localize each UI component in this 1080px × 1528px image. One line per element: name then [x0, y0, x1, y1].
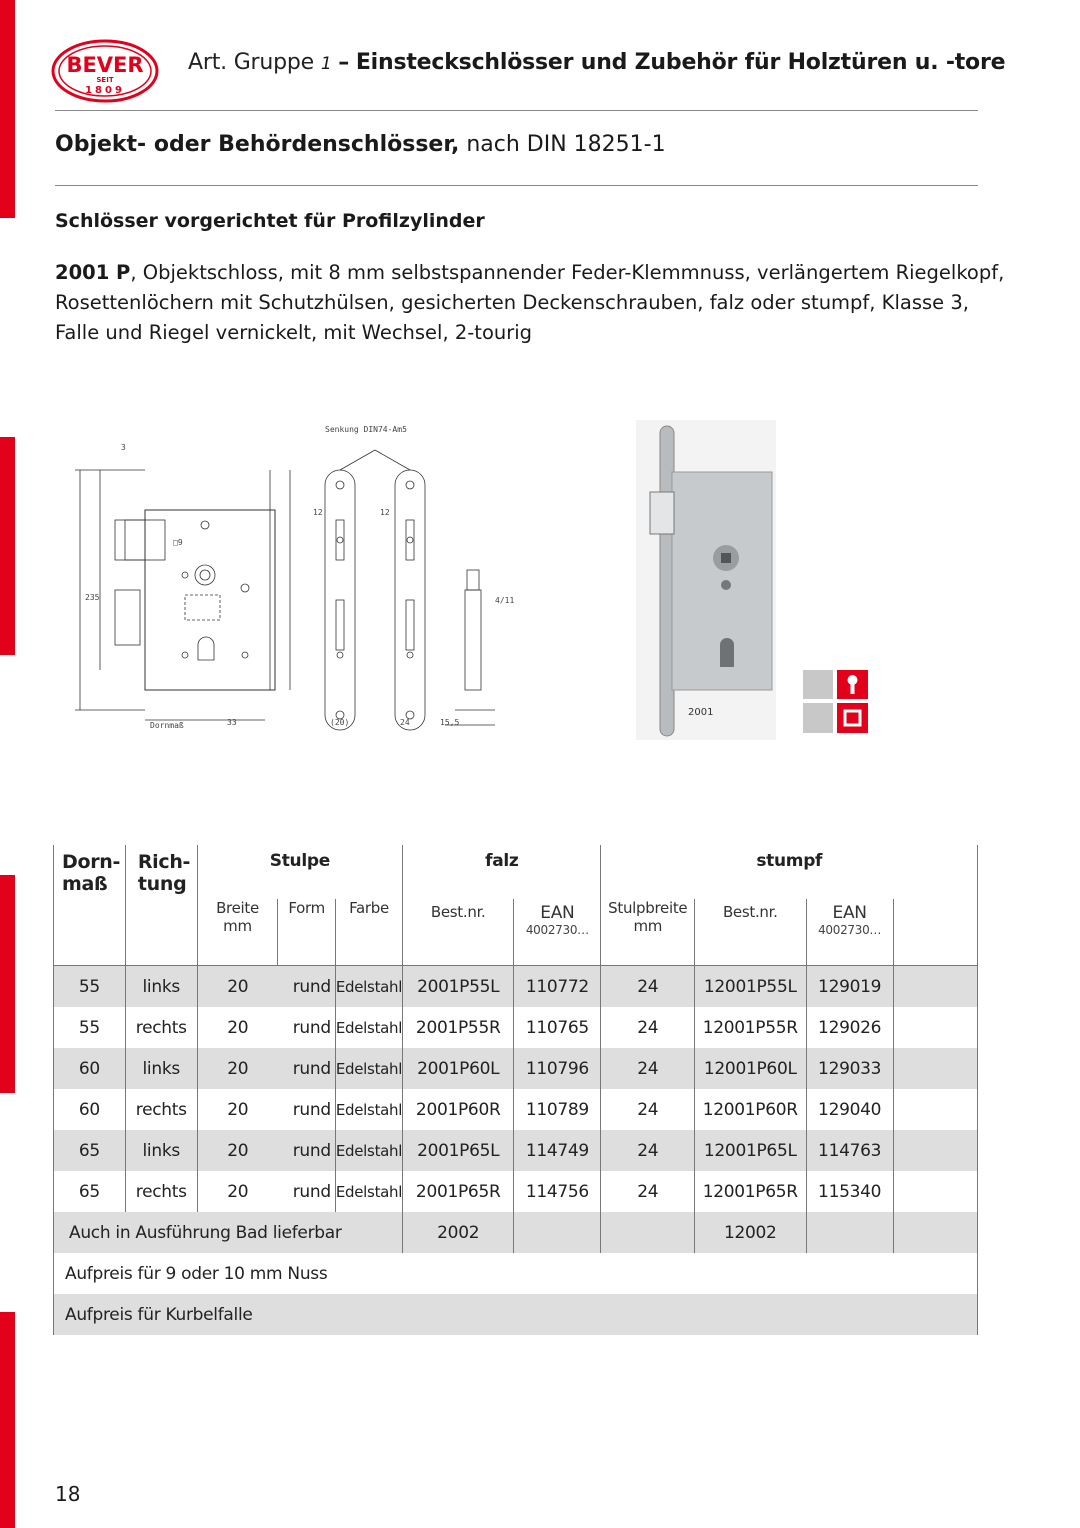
- cell-falz-ean: 110765: [514, 1007, 601, 1048]
- table-row: [54, 1048, 978, 1089]
- table-row-bad: [54, 1212, 978, 1253]
- header-falz-ean-prefix: 4002730…: [525, 923, 589, 937]
- cell-richtung: rechts: [125, 1089, 197, 1130]
- cell-breite: 20: [197, 1048, 278, 1089]
- cell-dorn: 65: [54, 1130, 126, 1171]
- header-falz-ean: EAN: [540, 903, 575, 923]
- dim-label: 12: [380, 508, 390, 517]
- cell-farbe: Edelstahl: [335, 1048, 402, 1089]
- page-header: [188, 50, 1005, 75]
- cell-stulpbreite: 24: [601, 1089, 695, 1130]
- cell-stulpbreite: 24: [601, 1048, 695, 1089]
- cell-form: rund: [278, 1048, 336, 1089]
- cell-stumpf-bestnr: 12001P55R: [695, 1007, 806, 1048]
- cell-falz-bestnr: 2001P60R: [403, 1089, 514, 1130]
- cell-breite: 20: [197, 1007, 278, 1048]
- bad-label: Auch in Ausführung Bad lieferbar: [54, 1212, 403, 1253]
- bever-logo: [50, 38, 160, 104]
- nuss-label: Aufpreis für 9 oder 10 mm Nuss: [54, 1253, 978, 1294]
- cell-form: rund: [278, 1130, 336, 1171]
- cell-form: rund: [292, 1099, 331, 1120]
- header-mm: mm: [223, 917, 252, 935]
- red-side-bar-1: [0, 0, 15, 218]
- square-nut-icon: [837, 703, 868, 733]
- cell-falz-bestnr: 2001P55R: [403, 1007, 514, 1048]
- cell-richtung: links: [125, 1130, 197, 1171]
- table-row-kurbel: [54, 1294, 978, 1335]
- dim-label: 24: [400, 718, 410, 727]
- header-stumpf-bestnr: Best.nr.: [722, 903, 778, 921]
- cell-breite: 20: [197, 1171, 278, 1212]
- cell-breite: 20: [197, 1089, 278, 1130]
- cell-falz-bestnr: 2001P60L: [403, 1048, 514, 1089]
- group-prefix: Art. Gruppe: [188, 50, 315, 75]
- header-richtung-1: Rich-: [137, 851, 191, 873]
- dim-label: 4/11: [495, 596, 515, 605]
- cell-dorn: 60: [54, 1089, 126, 1130]
- cell-stumpf-bestnr: 12001P65R: [695, 1171, 806, 1212]
- dim-label: 33: [227, 718, 237, 727]
- cell-farbe: Edelstahl: [335, 1171, 402, 1212]
- cell-stumpf-bestnr: 12001P65L: [695, 1130, 806, 1171]
- table-row-nuss: [54, 1253, 978, 1294]
- header-stulpe: Stulpe: [197, 845, 403, 899]
- red-side-bar-3: [0, 875, 15, 1093]
- header-breite: Breite: [216, 899, 259, 917]
- cell-dorn: 60: [54, 1048, 126, 1089]
- cell-stumpf-ean: 129019: [806, 966, 893, 1008]
- cell-stumpf-ean: 115340: [806, 1171, 893, 1212]
- photo-caption: 2001: [688, 707, 714, 718]
- header-stulpbreite: Stulpbreite: [608, 899, 688, 917]
- header-falz-bestnr: Best.nr.: [430, 903, 486, 921]
- header-stumpf-ean: EAN: [832, 903, 867, 923]
- cell-farbe: Edelstahl: [335, 966, 402, 1008]
- product-code: 2001 P: [55, 261, 131, 284]
- product-photo: [636, 420, 776, 740]
- header-stumpf: stumpf: [601, 845, 978, 899]
- bad-falz: 2002: [403, 1212, 514, 1253]
- cell-breite: 20: [197, 1130, 278, 1171]
- dim-label: (20): [330, 718, 350, 727]
- product-description: [55, 258, 1015, 348]
- cell-stumpf-bestnr: 12001P60L: [695, 1048, 806, 1089]
- cell-stumpf-ean: 129026: [806, 1007, 893, 1048]
- cell-breite: 20: [197, 966, 278, 1008]
- cell-stumpf-ean: 129040: [806, 1089, 893, 1130]
- dornmass-label: Dornmaß: [150, 721, 184, 730]
- logo-seit: SEIT: [96, 76, 114, 84]
- section-title: Schlösser vorgerichtet für Profilzylinder: [55, 210, 485, 232]
- cell-falz-bestnr: 2001P55L: [403, 966, 514, 1008]
- cell-richtung: links: [125, 1048, 197, 1089]
- keyhole-icon: [837, 670, 868, 699]
- cell-form: rund: [292, 1181, 331, 1202]
- cell-richtung: links: [125, 966, 197, 1008]
- table-row: [54, 1007, 978, 1048]
- cell-dorn: 55: [54, 1007, 126, 1048]
- dim-label: 12: [313, 508, 323, 517]
- cell-farbe: Edelstahl: [335, 1089, 402, 1130]
- subtitle-normal: nach DIN 18251-1: [466, 132, 666, 157]
- cell-stumpf-bestnr: 12001P60R: [695, 1089, 806, 1130]
- table-row: [54, 1171, 978, 1212]
- table-row: [54, 1089, 978, 1130]
- senkung-label: Senkung DIN74-Am5: [325, 425, 407, 434]
- cell-form: rund: [292, 1017, 331, 1038]
- cell-dorn: 65: [54, 1171, 126, 1212]
- header-dornmass-2: maß: [62, 873, 108, 895]
- red-side-bar-4: [0, 1312, 15, 1528]
- dim-label: 3: [121, 443, 126, 452]
- description-line-1: , Objektschloss, mit 8 mm selbstspannender Feder-Klemmnuss, verlängertem Riegelkopf,: [130, 261, 1005, 284]
- subtitle: [55, 132, 666, 157]
- cell-stulpbreite: 24: [601, 966, 695, 1008]
- header-title: Einsteckschlösser und Zubehör für Holztüren u. -tore: [355, 50, 1006, 75]
- technical-drawing: [55, 420, 535, 740]
- cell-falz-ean: 114756: [514, 1171, 601, 1212]
- cell-stumpf-ean: 129033: [806, 1048, 893, 1089]
- page-number: 18: [55, 1482, 81, 1506]
- cell-stulpbreite: 24: [601, 1007, 695, 1048]
- cell-falz-bestnr: 2001P65L: [403, 1130, 514, 1171]
- header-stumpf-ean-prefix: 4002730…: [818, 923, 882, 937]
- cell-falz-ean: 110789: [514, 1089, 601, 1130]
- cell-falz-bestnr: 2001P65R: [403, 1171, 514, 1212]
- cell-richtung: rechts: [125, 1007, 197, 1048]
- description-line-2: Rosettenlöchern mit Schutzhülsen, gesicherten Deckenschrauben, falz oder stumpf, Klasse 3,: [55, 291, 969, 314]
- bad-stumpf: 12002: [695, 1212, 806, 1253]
- product-table: [53, 845, 978, 1335]
- cell-farbe: Edelstahl: [335, 1130, 402, 1171]
- cell-falz-ean: 110796: [514, 1048, 601, 1089]
- table-row: [54, 966, 978, 1008]
- header-farbe: Farbe: [349, 899, 389, 917]
- red-side-bar-2: [0, 437, 15, 655]
- subtitle-bold: Objekt- oder Behördenschlösser,: [55, 132, 460, 157]
- cell-falz-ean: 110772: [514, 966, 601, 1008]
- table-header-row: [54, 845, 978, 899]
- cell-falz-ean: 114749: [514, 1130, 601, 1171]
- description-line-3: Falle und Riegel vernickelt, mit Wechsel, 2-tourig: [55, 321, 533, 344]
- cell-farbe: Edelstahl: [335, 1007, 402, 1048]
- header-richtung-2: tung: [137, 873, 187, 895]
- group-number: 1: [320, 54, 332, 74]
- logo-year: 1809: [85, 85, 125, 96]
- header-mm-2: mm: [633, 917, 663, 935]
- door-stulp-icon: [803, 703, 833, 733]
- cell-stumpf-bestnr: 12001P55L: [695, 966, 806, 1008]
- cell-dorn: 55: [54, 966, 126, 1008]
- logo-brand: BEVER: [66, 53, 144, 77]
- header-form: Form: [288, 899, 325, 917]
- header-divider: [55, 110, 978, 111]
- cell-stulpbreite: 24: [601, 1171, 695, 1212]
- table-row: [54, 1130, 978, 1171]
- dim-label: □9: [173, 538, 183, 547]
- header-falz: falz: [403, 845, 601, 899]
- cell-form: rund: [278, 966, 336, 1008]
- cell-stumpf-ean: 114763: [806, 1130, 893, 1171]
- kurbel-label: Aufpreis für Kurbelfalle: [54, 1294, 978, 1335]
- cell-stulpbreite: 24: [601, 1130, 695, 1171]
- dim-label: 15,5: [440, 718, 460, 727]
- dim-label: 235: [85, 593, 100, 602]
- cell-richtung: rechts: [125, 1171, 197, 1212]
- subtitle-divider: [55, 185, 978, 186]
- header-dash: –: [338, 50, 350, 75]
- header-dornmass-1: Dorn-: [62, 851, 121, 873]
- profile-cylinder-icon: [803, 670, 833, 699]
